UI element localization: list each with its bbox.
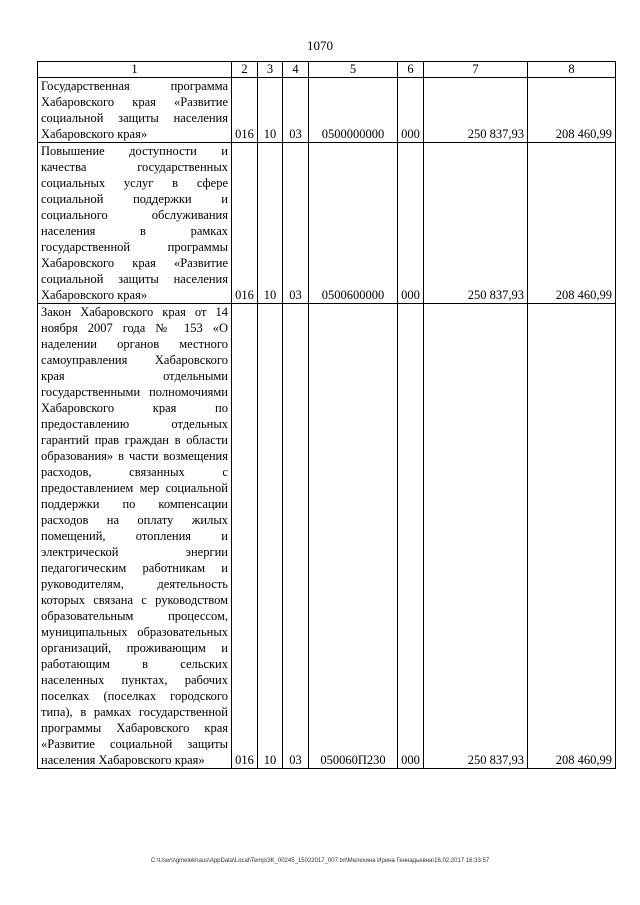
amount-2-cell: 208 460,99 [528,78,616,143]
page-number: 1070 [307,38,333,53]
header-col-5: 5 [309,62,398,78]
amount-1-cell: 250 837,93 [424,143,528,304]
header-col-7: 7 [424,62,528,78]
subsection-code-cell: 03 [283,304,309,769]
section-code-cell: 10 [258,143,283,304]
header-col-1: 1 [38,62,232,78]
table-row [38,143,616,304]
expense-type-cell: 000 [398,304,424,769]
header-col-8: 8 [528,62,616,78]
header-col-2: 2 [232,62,258,78]
target-article-cell: 0500000000 [309,78,398,143]
target-article-cell: 050060П230 [309,304,398,769]
ministry-code-cell: 016 [232,143,258,304]
row-name-cell: Закон Хабаровского края от 14 ноября 2007 года № 153 «О наделении органов местного самоуправления Хабаровского края отдельными государственными полномочиями Хабаровского края по предоставлению отдельных гарантий прав граждан в области образования» в части возмещения расходов, связанных с предоставлением мер социальной поддержки по компенсации расходов на оплату жилых помещений, отопления и электрической энергии педагогическим работникам и руководителям, деятельность которых связана с руководством образовательным процессом, муниципальных образовательных организаций, проживающим и работающим в сельских населенных пунктах, рабочих поселках (поселках городского типа), в рамках государственной программы Хабаровского края «Развитие социальной защиты населения Хабаровского края» [38,304,232,769]
subsection-code-cell: 03 [283,78,309,143]
target-article-cell: 0500600000 [309,143,398,304]
expense-type-cell: 000 [398,143,424,304]
header-col-4: 4 [283,62,309,78]
amount-1-cell: 250 837,93 [424,78,528,143]
header-col-6: 6 [398,62,424,78]
section-code-cell: 10 [258,78,283,143]
expense-type-cell: 000 [398,78,424,143]
amount-1-cell: 250 837,93 [424,304,528,769]
ministry-code-cell: 016 [232,78,258,143]
ministry-code-cell: 016 [232,304,258,769]
table-header-row [38,62,616,78]
budget-table [37,61,616,769]
amount-2-cell: 208 460,99 [528,143,616,304]
section-code-cell: 10 [258,304,283,769]
table-row [38,78,616,143]
row-name-cell: Государственная программа Хабаровского края «Развитие социальной защиты населения Хабаровского края» [38,78,232,143]
header-col-3: 3 [258,62,283,78]
subsection-code-cell: 03 [283,143,309,304]
table-row [38,304,616,769]
file-path-footer: C:\Users\gmelekhaus\AppData\Local\Temp\3K_00245_15022017_007.txt\Мелехина Ирина Геннадьевна\16.02.2017 16:33:57 [150,858,490,864]
amount-2-cell: 208 460,99 [528,304,616,769]
row-name-cell: Повышение доступности и качества государственных социальных услуг в сфере социальной поддержки и социального обслуживания населения в рамках государственной программы Хабаровского края «Развитие социальной защиты населения Хабаровского края» [38,143,232,304]
